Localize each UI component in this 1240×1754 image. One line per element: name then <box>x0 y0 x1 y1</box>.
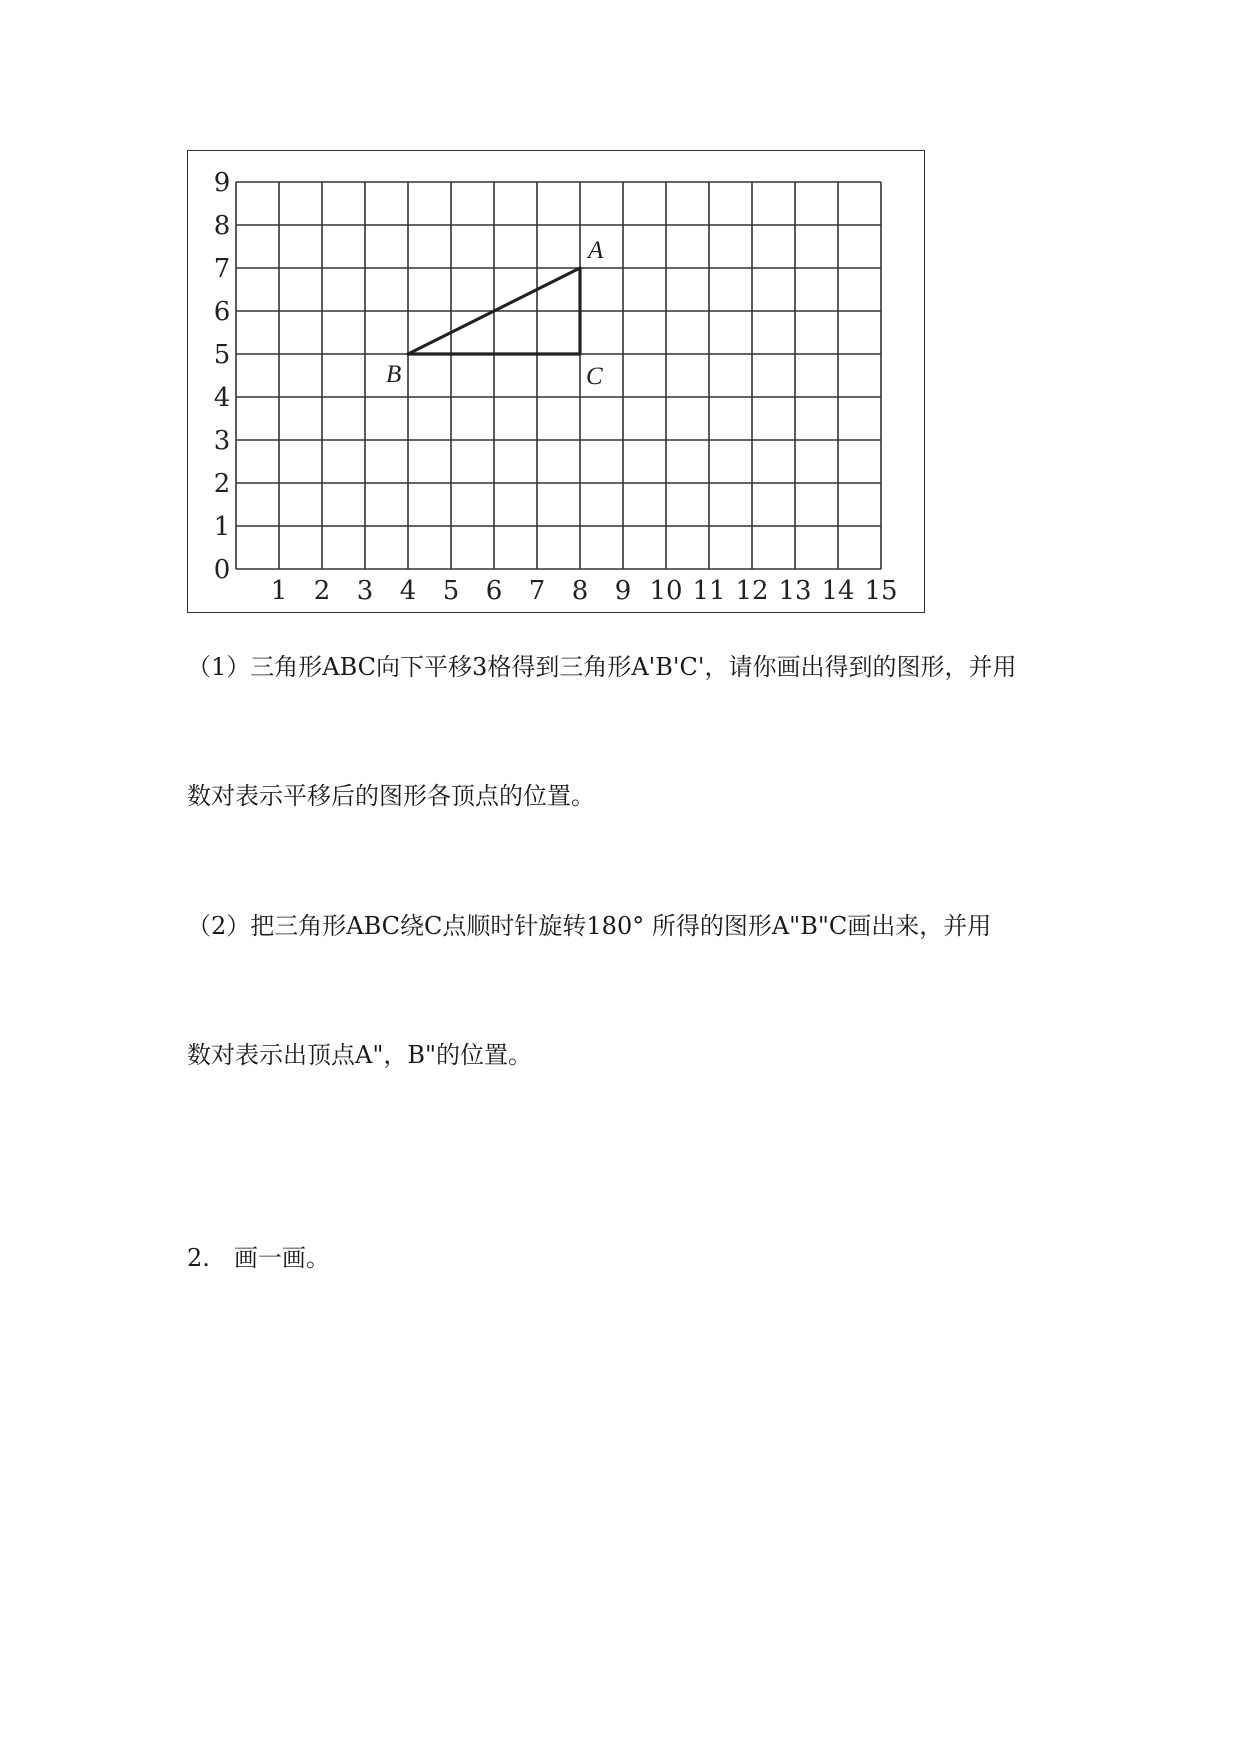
coordinate-grid <box>188 151 926 614</box>
x-tick-label: 10 <box>649 576 683 606</box>
x-tick-label: 5 <box>442 576 460 606</box>
y-tick-label: 5 <box>213 340 231 370</box>
question-2-line-1: （2）把三角形ABC绕C点顺时针旋转180° 所得的图形A"B"C画出来，并用 <box>187 912 992 940</box>
origin-label: 0 <box>213 555 231 585</box>
x-tick-label: 11 <box>692 576 726 606</box>
x-tick-label: 6 <box>485 576 503 606</box>
x-tick-label: 15 <box>864 576 898 606</box>
x-tick-label: 3 <box>356 576 374 606</box>
y-tick-label: 6 <box>213 297 231 327</box>
question-1-line-2: 数对表示平移后的图形各顶点的位置。 <box>187 782 595 810</box>
vertex-label-c: C <box>586 363 603 390</box>
x-tick-label: 4 <box>399 576 417 606</box>
y-tick-label: 9 <box>213 168 231 198</box>
y-tick-label: 8 <box>213 211 231 241</box>
x-tick-label: 1 <box>270 576 288 606</box>
question-1-line-1: （1）三角形ABC向下平移3格得到三角形A'B'C'，请你画出得到的图形，并用 <box>187 653 1017 681</box>
x-tick-label: 9 <box>614 576 632 606</box>
x-tick-label: 14 <box>821 576 855 606</box>
task-2-heading: 2. 画一画。 <box>187 1244 330 1272</box>
vertex-label-b: B <box>386 361 402 388</box>
y-tick-label: 7 <box>213 254 231 284</box>
grid-figure <box>187 150 925 613</box>
question-2-line-2: 数对表示出顶点A"，B"的位置。 <box>187 1041 533 1069</box>
x-tick-label: 2 <box>313 576 331 606</box>
y-tick-label: 1 <box>213 512 231 542</box>
vertex-label-a: A <box>588 237 604 264</box>
x-tick-label: 13 <box>778 576 812 606</box>
y-tick-label: 3 <box>213 426 231 456</box>
x-tick-label: 12 <box>735 576 769 606</box>
y-tick-label: 4 <box>213 383 231 413</box>
x-tick-label: 7 <box>528 576 546 606</box>
x-tick-label: 8 <box>571 576 589 606</box>
y-tick-label: 2 <box>213 469 231 499</box>
